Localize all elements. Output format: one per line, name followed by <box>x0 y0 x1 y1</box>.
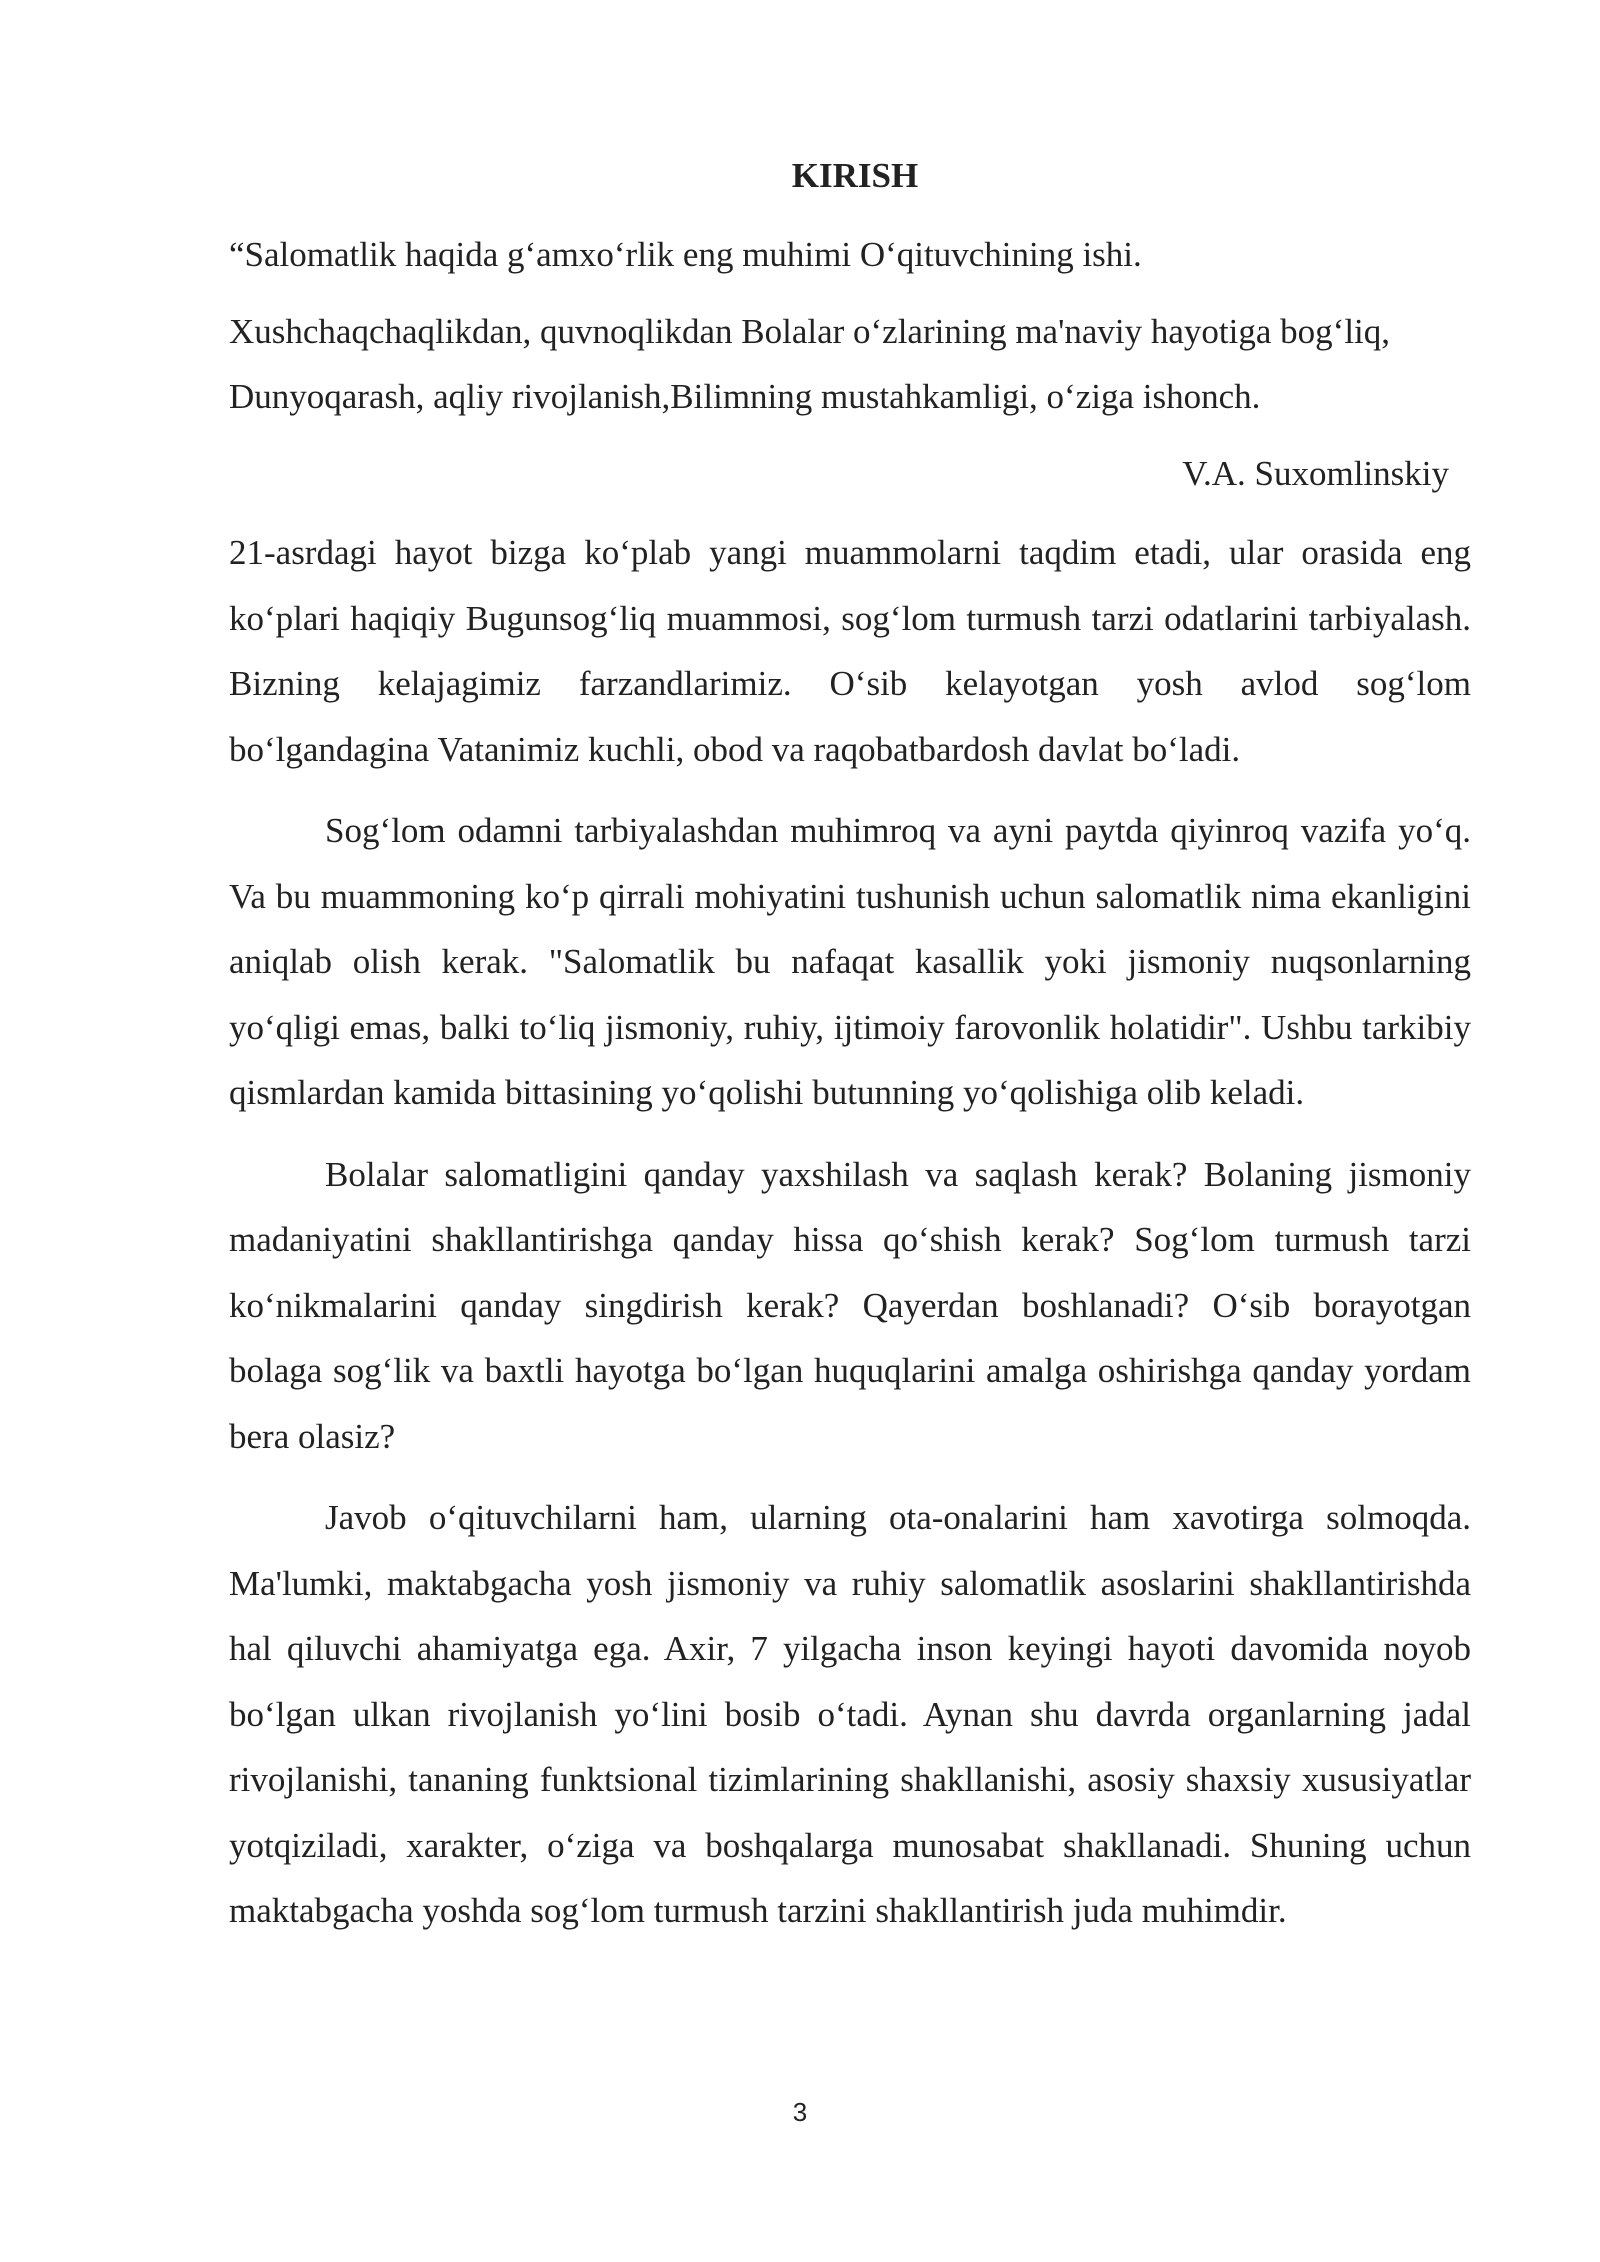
page-number: 3 <box>792 2097 808 2127</box>
paragraph-3: Bolalar salomatligini qanday yaxshilash va saqlash kerak? Bolaning jismoniy madaniyatini shakllantirishga qanday hissa qo‘shish kerak? Sog‘lom turmush tarzi ko‘nikmalarini qanday singdirish kerak? Qayerdan boshlanadi? O‘sib borayotgan bolaga sog‘lik va baxtli hayotga bo‘lgan huquqlarini amalga oshirishga qanday yordam bera olasiz? <box>229 1154 1471 1456</box>
paragraph-1: 21-asrdagi hayot bizga ko‘plab yangi muammolarni taqdim etadi, ular orasida eng ko‘plari haqiqiy Bugunsog‘liq muammosi, sog‘lom turmush tarzi odatlarini tarbiyalash. Bizning kelajagimiz farzandlarimiz. O‘sib kelayotgan yosh avlod sog‘lom bo‘lgandagina Vatanimiz kuchli, obod va raqobatbardosh davlat bo‘ladi. <box>229 533 1471 769</box>
epigraph-line-3: Dunyoqarash, aqliy rivojlanish,Bilimning mustahkamligi, o‘ziga ishonch. <box>229 377 1261 416</box>
section-title: KIRISH <box>791 156 919 195</box>
epigraph-author: V.A. Suxomlinskiy <box>1182 454 1449 493</box>
page-content <box>229 146 1471 1960</box>
epigraph-block <box>229 299 1471 429</box>
epigraph-line-1: “Salomatlik haqida g‘amxo‘rlik eng muhimi O‘qituvchining ishi. <box>229 235 1142 274</box>
epigraph-line-2: Xushchaqchaqlikdan, quvnoqlikdan Bolalar o‘zlarining ma'naviy hayotiga bog‘liq, <box>229 312 1391 351</box>
paragraph-2: Sog‘lom odamni tarbiyalashdan muhimroq va ayni paytda qiyinroq vazifa yo‘q. Va bu muammoning ko‘p qirrali mohiyatini tushunish uchun salomatlik nima ekanligini aniqlab olish kerak. "Salomatlik bu nafaqat kasallik yoki jismoniy nuqsonlarning yo‘qligi emas, balki to‘liq jismoniy, ruhiy, ijtimoiy farovonlik holatidir". Ushbu tarkibiy qismlardan kamida bittasining yo‘qolishi butunning yo‘qolishiga olib keladi. <box>229 811 1471 1112</box>
paragraph-4: Javob o‘qituvchilarni ham, ularning ota-onalarini ham xavotirga solmoqda. Ma'lumki, maktabgacha yosh jismoniy va ruhiy salomatlik asoslarini shakllantirishda hal qiluvchi ahamiyatga ega. Axir, 7 yilgacha inson keyingi hayoti davomida noyob bo‘lgan ulkan rivojlanish yo‘lini bosib o‘tadi. Aynan shu davrda organlarning jadal rivojlanishi, tananing funktsional tizimlarining shakllanishi, asosiy shaxsiy xususiyatlar yotqiziladi, xarakter, o‘ziga va boshqalarga munosabat shakllanadi. Shuning uchun maktabgacha yoshda sog‘lom turmush tarzini shakllantirish juda muhimdir. <box>229 1498 1471 1930</box>
